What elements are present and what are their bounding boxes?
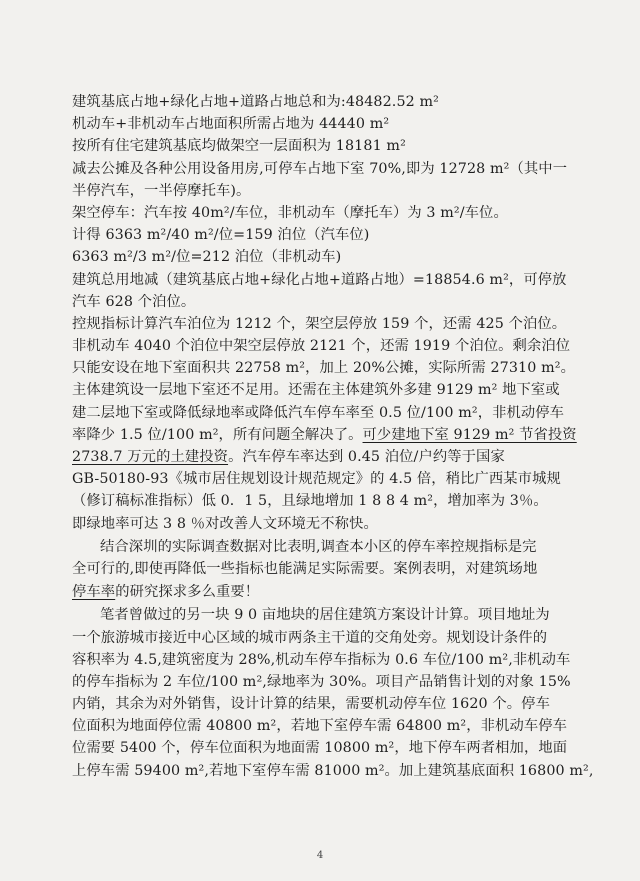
text-line: 的停车指标为 2 车位/100 m²,绿地率为 30%。项目产品销售计划的对象 15% bbox=[72, 673, 571, 690]
text-line: 机动车+非机动车占地面积所需占地为 44440 m² bbox=[72, 116, 390, 133]
text-line: 笔者曾做过的另一块 9 0 亩地块的居住建筑方案设计计算。项目地址为 bbox=[100, 607, 550, 624]
text-line: 结合深圳的实际调查数据对比表明,调查本小区的停车率控规指标是完 bbox=[100, 539, 537, 556]
text-line: 即绿地率可达 3 8 ％对改善人文环境无不称快。 bbox=[72, 515, 378, 532]
text-line: 建二层地下室或降低绿地率或降低汽车停车率至 0.5 位/100 m²，非机动停车 bbox=[72, 404, 565, 421]
body-text bbox=[72, 91, 612, 782]
text-line: 减去公摊及各种公用设备用房,可停车占地下室 70%,即为 12728 m²（其中一 bbox=[72, 160, 568, 177]
text-line: 计得 6363 m²/40 m²/位=159 泊位（汽车位) bbox=[72, 227, 370, 244]
text-line: 只能安设在地下室面积共 22758 m²，加上 20%公摊，实际所需 27310 m²。 bbox=[72, 360, 575, 377]
text-line: （修订稿标准指标）低 0．1 5，且绿地增加 1 8 8 4 m²，增加率为 3％。 bbox=[72, 493, 548, 510]
text-line: 建筑总用地减（建筑基底占地+绿化占地+道路占地）=18854.6 m²，可停放 bbox=[72, 271, 567, 288]
text-line: 架空停车：汽车按 40m²/车位，非机动车（摩托车）为 3 m²/车位。 bbox=[72, 204, 508, 221]
text-line: 按所有住宅建筑基底均做架空一层面积为 18181 m² bbox=[72, 138, 406, 155]
underlined-text: 2738.7 万元的土建投资 bbox=[72, 449, 229, 465]
text-line bbox=[72, 581, 612, 603]
text-line: 位面积为地面停位需 40800 m²，若地下室停车需 64800 m²，非机动车停车 bbox=[72, 718, 568, 735]
text-span: 。汽车停车率达到 0.45 泊位/户约等于国家 bbox=[228, 449, 505, 465]
text-line: 非机动车 4040 个泊位中架空层停放 2121 个，还需 1919 个泊位。剩余泊位 bbox=[72, 338, 571, 355]
text-line: 一个旅游城市接近中心区域的城市两条主干道的交角处旁。规划设计条件的 bbox=[72, 629, 548, 646]
text-line bbox=[72, 446, 612, 468]
text-line: 控规指标计算汽车泊位为 1212 个，架空层停放 159 个，还需 425 个泊位。 bbox=[72, 315, 567, 332]
text-line: 位需要 5400 个，停车位面积为地面需 10800 m²，地下停车两者相加，地面 bbox=[72, 740, 568, 757]
text-line: GB-50180-93《城市居住规划设计规范规定》的 4.5 倍，稍比广西某市城规 bbox=[72, 471, 561, 488]
text-line: 主体建筑设一层地下室还不足用。还需在主体建筑外多建 9129 m² 地下室或 bbox=[72, 382, 560, 399]
text-line: 6363 m²/3 m²/位=212 泊位（非机动车) bbox=[72, 249, 342, 266]
text-line: 全可行的,即使再降低一些指标也能满足实际需要。案例表明，对建筑场地 bbox=[72, 561, 538, 578]
text-span: 率降少 1.5 位/100 m²，所有问题全解决了。 bbox=[72, 426, 363, 443]
text-line: 内销，其余为对外销售，设计计算的结果，需要机动停车位 1620 个。停车 bbox=[72, 696, 550, 713]
text-span: 的研究探求多么重要！ bbox=[115, 583, 260, 600]
text-line: 汽车 628 个泊位。 bbox=[72, 293, 196, 310]
text-line bbox=[72, 424, 612, 446]
text-line: 容积率为 4.5,建筑密度为 28%,机动车停车指标为 0.6 车位/100 m²,非机动车 bbox=[72, 651, 571, 668]
text-line: 建筑基底占地+绿化占地+道路占地总和为:48482.52 m² bbox=[72, 94, 439, 110]
text-line: 半停汽车，一半停摩托车)。 bbox=[72, 182, 251, 199]
text-line: 上停车需 59400 m²,若地下室停车需 81000 m²。加上建筑基底面积 16800 m², bbox=[72, 762, 594, 779]
underlined-text: 停车率 bbox=[72, 583, 116, 600]
page-number: 4 bbox=[316, 850, 324, 861]
underlined-text: 可少建地下室 9129 m² 节省投资 bbox=[362, 426, 577, 443]
